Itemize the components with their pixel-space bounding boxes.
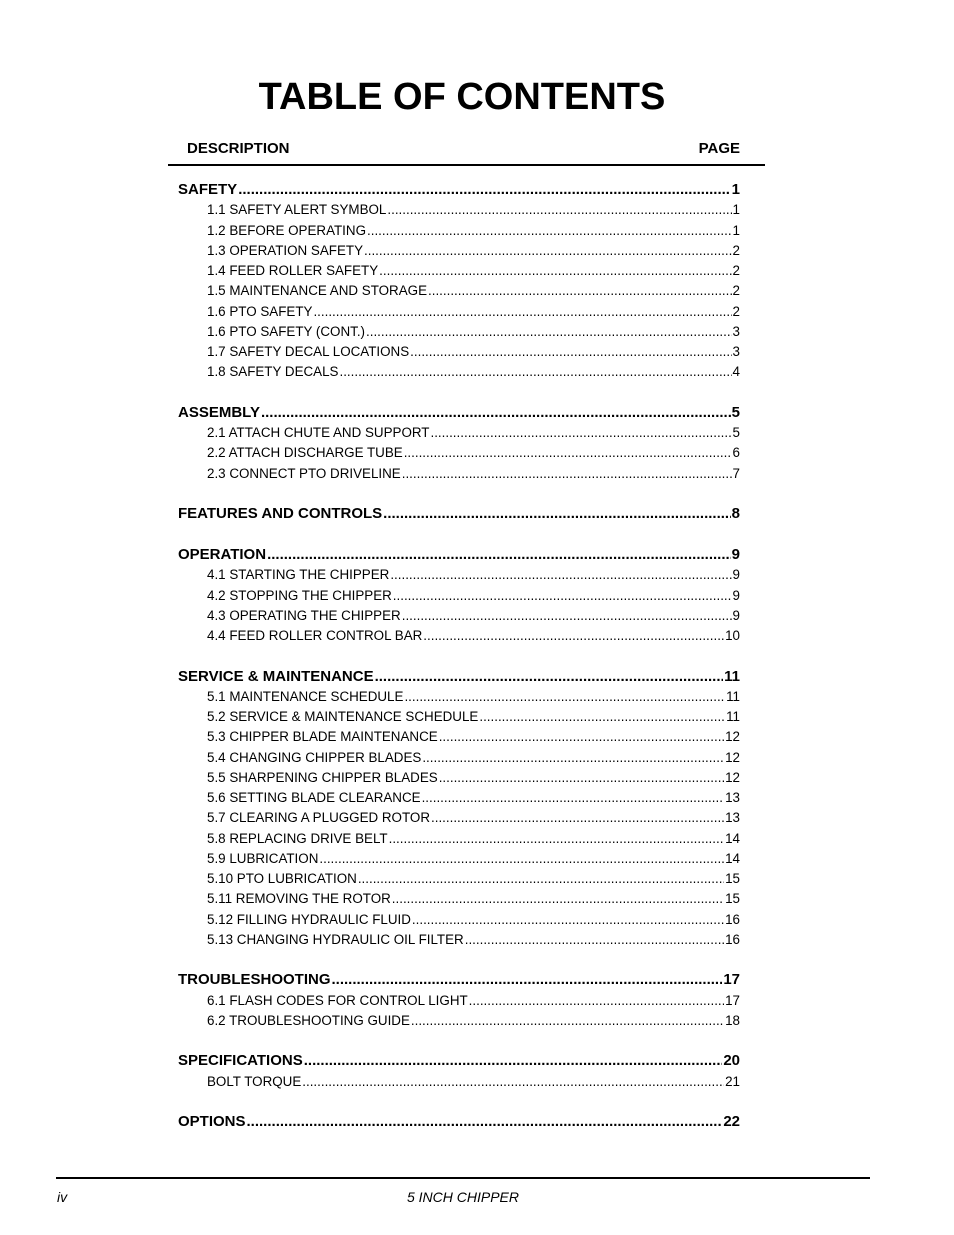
toc-item[interactable] [207,243,740,258]
leader-dots [465,932,724,947]
toc-item-label: 5.11 REMOVING THE ROTOR [207,891,391,907]
toc-section[interactable] [178,1052,740,1069]
toc-section-page: 5 [731,403,740,421]
toc-item[interactable] [207,729,740,744]
toc-section[interactable] [178,668,740,685]
toc-item-label: 5.2 SERVICE & MAINTENANCE SCHEDULE [207,709,479,724]
leader-dots [404,689,725,704]
toc-item[interactable] [207,628,740,643]
leader-dots [469,993,724,1008]
toc-item[interactable] [207,770,740,785]
toc-item-label: 1.6 PTO SAFETY (CONT.) [207,323,365,339]
toc-item-label: 5.7 CLEARING A PLUGGED ROTOR [207,810,430,826]
toc-item-label: BOLT TORQUE [207,1073,302,1089]
leader-dots [387,202,731,217]
toc-item[interactable] [207,567,740,582]
toc-item-label: 4.4 FEED ROLLER CONTROL BAR [207,628,423,643]
toc-item-page: 12 [725,769,740,785]
toc-item-label: 1.7 SAFETY DECAL LOCATIONS [207,344,410,359]
toc-item[interactable] [207,912,740,927]
toc-item-page: 2 [732,303,740,319]
leader-dots [428,283,732,298]
toc-section-page: 9 [731,546,740,563]
toc-item-page: 3 [732,323,740,339]
leader-dots [439,770,724,785]
column-header-page: PAGE [698,140,740,157]
toc-item[interactable] [207,283,740,298]
leader-dots [430,425,731,440]
leader-dots [332,971,723,988]
toc-item-page: 1 [732,202,740,218]
toc-item-label: 1.6 PTO SAFETY [207,303,313,319]
toc-section-page: 1 [731,181,740,198]
toc-item-page: 13 [725,810,740,826]
leader-dots [319,851,724,866]
toc-section-label: SPECIFICATIONS [178,1052,303,1070]
leader-dots [379,263,731,278]
leader-dots [302,1074,724,1089]
leader-dots [422,790,725,805]
leader-dots [412,912,724,927]
toc-item-label: 5.6 SETTING BLADE CLEARANCE [207,790,421,805]
toc-item[interactable] [207,871,740,886]
toc-item-label: 5.5 SHARPENING CHIPPER BLADES [207,769,438,785]
toc-item[interactable] [207,304,740,319]
toc-item[interactable] [207,344,740,359]
toc-section-label: TROUBLESHOOTING [178,971,331,989]
toc-item[interactable] [207,810,740,825]
toc-item-page: 6 [732,445,740,461]
leader-dots [267,546,731,563]
toc-item-page: 4 [732,364,740,380]
toc-item-label: 5.10 PTO LUBRICATION [207,871,357,886]
leader-dots [367,223,732,238]
leader-dots [389,831,725,846]
leader-dots [423,628,724,643]
leader-dots [431,810,724,825]
toc-item[interactable] [207,932,740,947]
toc-section-label: SAFETY [178,181,238,198]
toc-item[interactable] [207,445,740,460]
toc-item[interactable] [207,425,740,440]
toc-item-page: 15 [725,891,740,907]
toc-item-page: 15 [725,871,740,886]
leader-dots [479,709,725,724]
footer-page-number: iv [57,1189,68,1205]
toc-section-page: 11 [724,667,740,685]
toc-item-label: 1.5 MAINTENANCE AND STORAGE [207,283,428,299]
toc-item[interactable] [207,466,740,481]
toc-item-label: 4.3 OPERATING THE CHIPPER [207,607,401,623]
toc-item-page: 11 [726,688,740,704]
toc-item-page: 7 [732,465,740,481]
toc-section-page: 17 [723,971,740,989]
toc-item-page: 11 [726,709,740,724]
toc-item-label: 1.2 BEFORE OPERATING [207,222,366,238]
toc-item-label: 2.1 ATTACH CHUTE AND SUPPORT [207,425,430,440]
leader-dots [247,1113,723,1130]
toc-item-label: 5.9 LUBRICATION [207,850,319,866]
toc-item-label: 5.3 CHIPPER BLADE MAINTENANCE [207,729,438,745]
toc-section[interactable] [178,181,740,198]
toc-section[interactable] [178,505,740,522]
toc-item-page: 13 [725,790,740,805]
toc-section[interactable] [178,546,740,563]
toc-item[interactable] [207,750,740,765]
toc-section[interactable] [178,1113,740,1130]
toc-item-page: 5 [732,425,740,440]
toc-item-page: 21 [725,1073,740,1089]
leader-dots [313,304,731,319]
toc-item-page: 16 [725,911,740,927]
toc-item-label: 4.2 STOPPING THE CHIPPER [207,587,392,603]
toc-section-label: OPERATION [178,546,267,563]
leader-dots [392,891,724,906]
leader-dots [366,324,732,339]
leader-dots [390,567,731,582]
header-rule [168,164,765,166]
toc-item[interactable] [207,851,740,866]
leader-dots [261,404,731,421]
leader-dots [238,181,730,198]
toc-item[interactable] [207,709,740,724]
column-header-description: DESCRIPTION [187,140,290,157]
leader-dots [375,668,724,685]
toc-item-label: 6.1 FLASH CODES FOR CONTROL LIGHT [207,992,468,1008]
toc-item[interactable] [207,588,740,603]
toc-item[interactable] [207,608,740,623]
toc-item-label: 5.4 CHANGING CHIPPER BLADES [207,749,422,765]
toc-item-page: 14 [725,830,740,846]
toc-item-label: 1.1 SAFETY ALERT SYMBOL [207,202,387,218]
leader-dots [364,243,732,258]
leader-dots [411,1013,724,1028]
toc-item-label: 4.1 STARTING THE CHIPPER [207,567,390,583]
toc-item-label: 1.3 OPERATION SAFETY [207,242,364,258]
leader-dots [402,608,732,623]
toc-item-page: 2 [732,283,740,299]
footer-document-title: 5 INCH CHIPPER [406,1189,520,1205]
toc-item[interactable] [207,1013,740,1028]
toc-item[interactable] [207,263,740,278]
toc-item-page: 1 [732,222,740,238]
toc-item[interactable] [207,364,740,379]
leader-dots [404,445,732,460]
toc-section-label: OPTIONS [178,1113,246,1130]
toc-item-page: 12 [725,729,740,745]
leader-dots [393,588,732,603]
toc-section-label: FEATURES AND CONTROLS [178,505,383,522]
toc-item-page: 10 [725,628,740,643]
leader-dots [402,466,732,481]
toc-item-page: 16 [725,931,740,947]
leader-dots [304,1052,723,1069]
toc-item-page: 2 [732,242,740,258]
leader-dots [339,364,731,379]
toc-item[interactable] [207,831,740,846]
toc-item-page: 9 [732,587,740,603]
leader-dots [383,505,730,522]
toc-item-page: 3 [732,344,740,359]
toc-item-page: 9 [732,567,740,583]
toc-item-page: 2 [732,263,740,278]
leader-dots [358,871,724,886]
page-title: TABLE OF CONTENTS [258,76,666,118]
toc-item-label: 2.3 CONNECT PTO DRIVELINE [207,465,401,481]
toc-section-page: 8 [731,505,740,522]
toc-item-label: 6.2 TROUBLESHOOTING GUIDE [207,1012,410,1028]
toc-item[interactable] [207,790,740,805]
leader-dots [422,750,724,765]
toc-item[interactable] [207,202,740,217]
toc-item-label: 5.12 FILLING HYDRAULIC FLUID [207,911,411,927]
toc-item[interactable] [207,891,740,906]
toc-item-page: 17 [725,992,740,1008]
toc-section-page: 22 [723,1113,740,1130]
leader-dots [439,729,724,744]
toc-item[interactable] [207,689,740,704]
toc-section[interactable] [178,971,740,988]
toc-item-page: 9 [732,607,740,623]
toc-item[interactable] [207,223,740,238]
toc-item-page: 12 [725,749,740,765]
toc-item-label: 2.2 ATTACH DISCHARGE TUBE [207,445,403,461]
leader-dots [410,344,731,359]
toc-item[interactable] [207,324,740,339]
toc-item[interactable] [207,1074,740,1089]
toc-item-page: 18 [725,1012,740,1028]
toc-section-page: 20 [723,1052,740,1070]
toc-item-label: 1.4 FEED ROLLER SAFETY [207,263,379,278]
toc-section[interactable] [178,404,740,421]
toc-item[interactable] [207,993,740,1008]
toc-item-label: 5.1 MAINTENANCE SCHEDULE [207,688,404,704]
toc-section-label: ASSEMBLY [178,403,260,421]
toc-item-label: 5.13 CHANGING HYDRAULIC OIL FILTER [207,931,464,947]
toc-item-label: 5.8 REPLACING DRIVE BELT [207,830,388,846]
toc-section-label: SERVICE & MAINTENANCE [178,667,374,685]
footer-rule [56,1177,870,1179]
toc-item-page: 14 [725,850,740,866]
toc-item-label: 1.8 SAFETY DECALS [207,364,339,380]
